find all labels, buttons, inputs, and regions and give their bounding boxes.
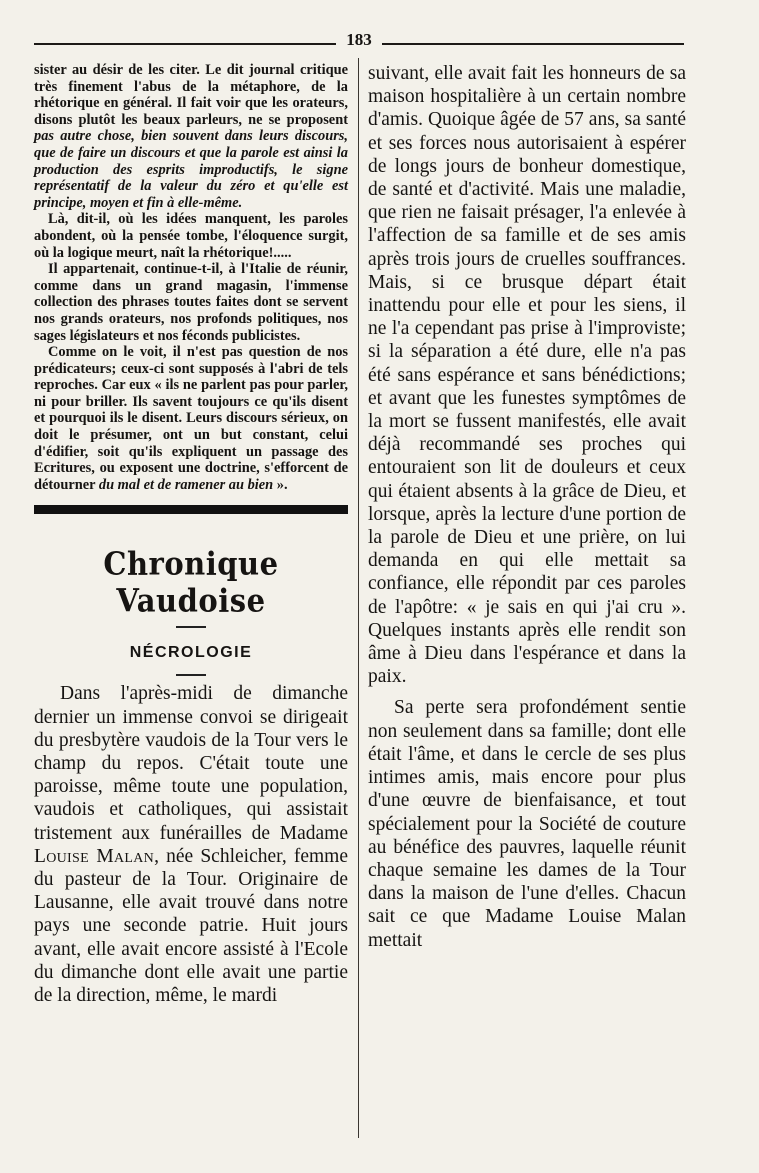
- page-number: 183: [346, 30, 372, 49]
- paragraph-text: sister au désir de les citer. Le dit journal critique très finement l'abus de la métaphore, de la rhétorique en général. Il fait voir que les orateurs, disons plutôt les beaux parleurs, ne se proposent: [34, 62, 348, 128]
- left-column: [34, 62, 348, 1007]
- subsection-title: NÉCROLOGIE: [129, 644, 253, 662]
- paragraph-text: , née Schleicher, femme du pasteur de la Tour. Originaire de Lausanne, elle avait trouvé dans notre pays une seconde patrie. Huit jours avant, elle avait encore assisté à l'Ecole du dimanche dont elle avait une partie de la direction, même, le mardi: [34, 845, 348, 1007]
- column-divider: [358, 58, 359, 1138]
- obituary-paragraph: Sa perte sera profondément sentie non seulement dans sa famille; dont elle était l'âme, et dans le cercle de ses plus intimes amis, mais encore pour plus d'une œuvre de bienfaisance, et tout spécialement pour la Société de couture au bénéfice des pauvres, laquelle réunit chaque semaine les dames de la Tour dans la maison de l'une d'elles. Chacun sait ce que Madame Louise Malan mettait: [368, 697, 686, 951]
- paragraph-text: ».: [273, 476, 288, 493]
- page-header: [34, 28, 684, 52]
- title-rule: [176, 626, 206, 628]
- subtitle-rule: [176, 674, 206, 676]
- section-title: Chronique Vaudoise: [103, 545, 279, 620]
- paragraph-italic-text: du mal et de ramener au bien: [98, 476, 274, 493]
- article-paragraph: [34, 62, 348, 211]
- obituary-paragraph: suivant, elle avait fait les honneurs de sa maison hospitalière à un certain nombre d'amis. Quoique âgée de 57 ans, sa santé et ses forces nous autorisaient à espérer de longs jours de bonheur domestique, de santé et d'activité. Mais une maladie, que rien ne faisait présager, l'a enlevée à l'affection de sa famille et de ses amis après trois jours de cruelles souffrances. Mais, si ce brusque départ était inattendu pour elle et pour les siens, il ne l'a cependant pas prise à l'improviste; si la séparation a été dure, elle n'a pas été sans espérance et sans bénédictions; et avant que les funestes symptômes de la mort se fussent manifestés, elle avait déjà recommandé ses proches qui entouraient son lit de douleurs et ceux qui étaient absents à la grâce de Dieu, et lorsque, après la lecture d'une portion de la parole de Dieu et une prière, on lui demanda en qui elle mettait sa confiance, elle répondit par ces paroles de l'apôtre: « je sais en qui j'ai cru ». Quelques instants après elle rendit son âme à Dieu dans l'espérance et dans la paix.: [368, 63, 686, 688]
- right-column: [368, 62, 686, 952]
- person-name: Louise Malan: [34, 845, 155, 867]
- header-rule-left: [34, 43, 336, 45]
- article-paragraph: Il appartenait, continue-t-il, à l'Italie de réunir, comme dans un grand magasin, l'immense collection des phrases toutes faites dont se servent nos grands orateurs, nos profonds politiques, nos sages législateurs et nos féconds publicistes.: [34, 261, 348, 344]
- obituary-paragraph: [34, 682, 348, 1007]
- paragraph-text: Comme on le voit, il n'est pas question de nos prédicateurs; ceux-ci sont supposés à l'abri de tels reproches. Car eux « ils ne parlent pas pour parler, ni pour briller. Ils savent toujours ce qu'ils disent et pourquoi ils le disent. Leurs discours sérieux, on doit le présumer, ont un but constant, celui d'édifier, soit qu'ils expliquent un passage des Ecritures, ou exposent une doctrine, s'efforcent de détourner: [34, 344, 348, 493]
- header-rule-right: [382, 43, 684, 45]
- paragraph-text: Dans l'après-midi de dimanche dernier un immense convoi se dirigeait du presbytère vaudois de la Tour vers le champ du repos. C'était toute une paroisse, même toute une population, vaudois et catholiques, qui assistait tristement aux funérailles de Madame: [34, 683, 348, 844]
- article-paragraph: [34, 344, 348, 493]
- paragraph-italic-text: pas autre chose, bien souvent dans leurs discours, que de faire un discours et que la parole est ainsi la production des esprits improductifs, le signe représentatif de la valeur du zéro et qu'elle est principe, moyen et fin à elle-même.: [34, 128, 348, 211]
- section-separator-bar: [34, 505, 348, 514]
- article-paragraph: Là, dit-il, où les idées manquent, les paroles abondent, où la pensée tombe, l'éloquence surgit, où la logique meurt, naît la rhétorique!.....: [34, 211, 348, 261]
